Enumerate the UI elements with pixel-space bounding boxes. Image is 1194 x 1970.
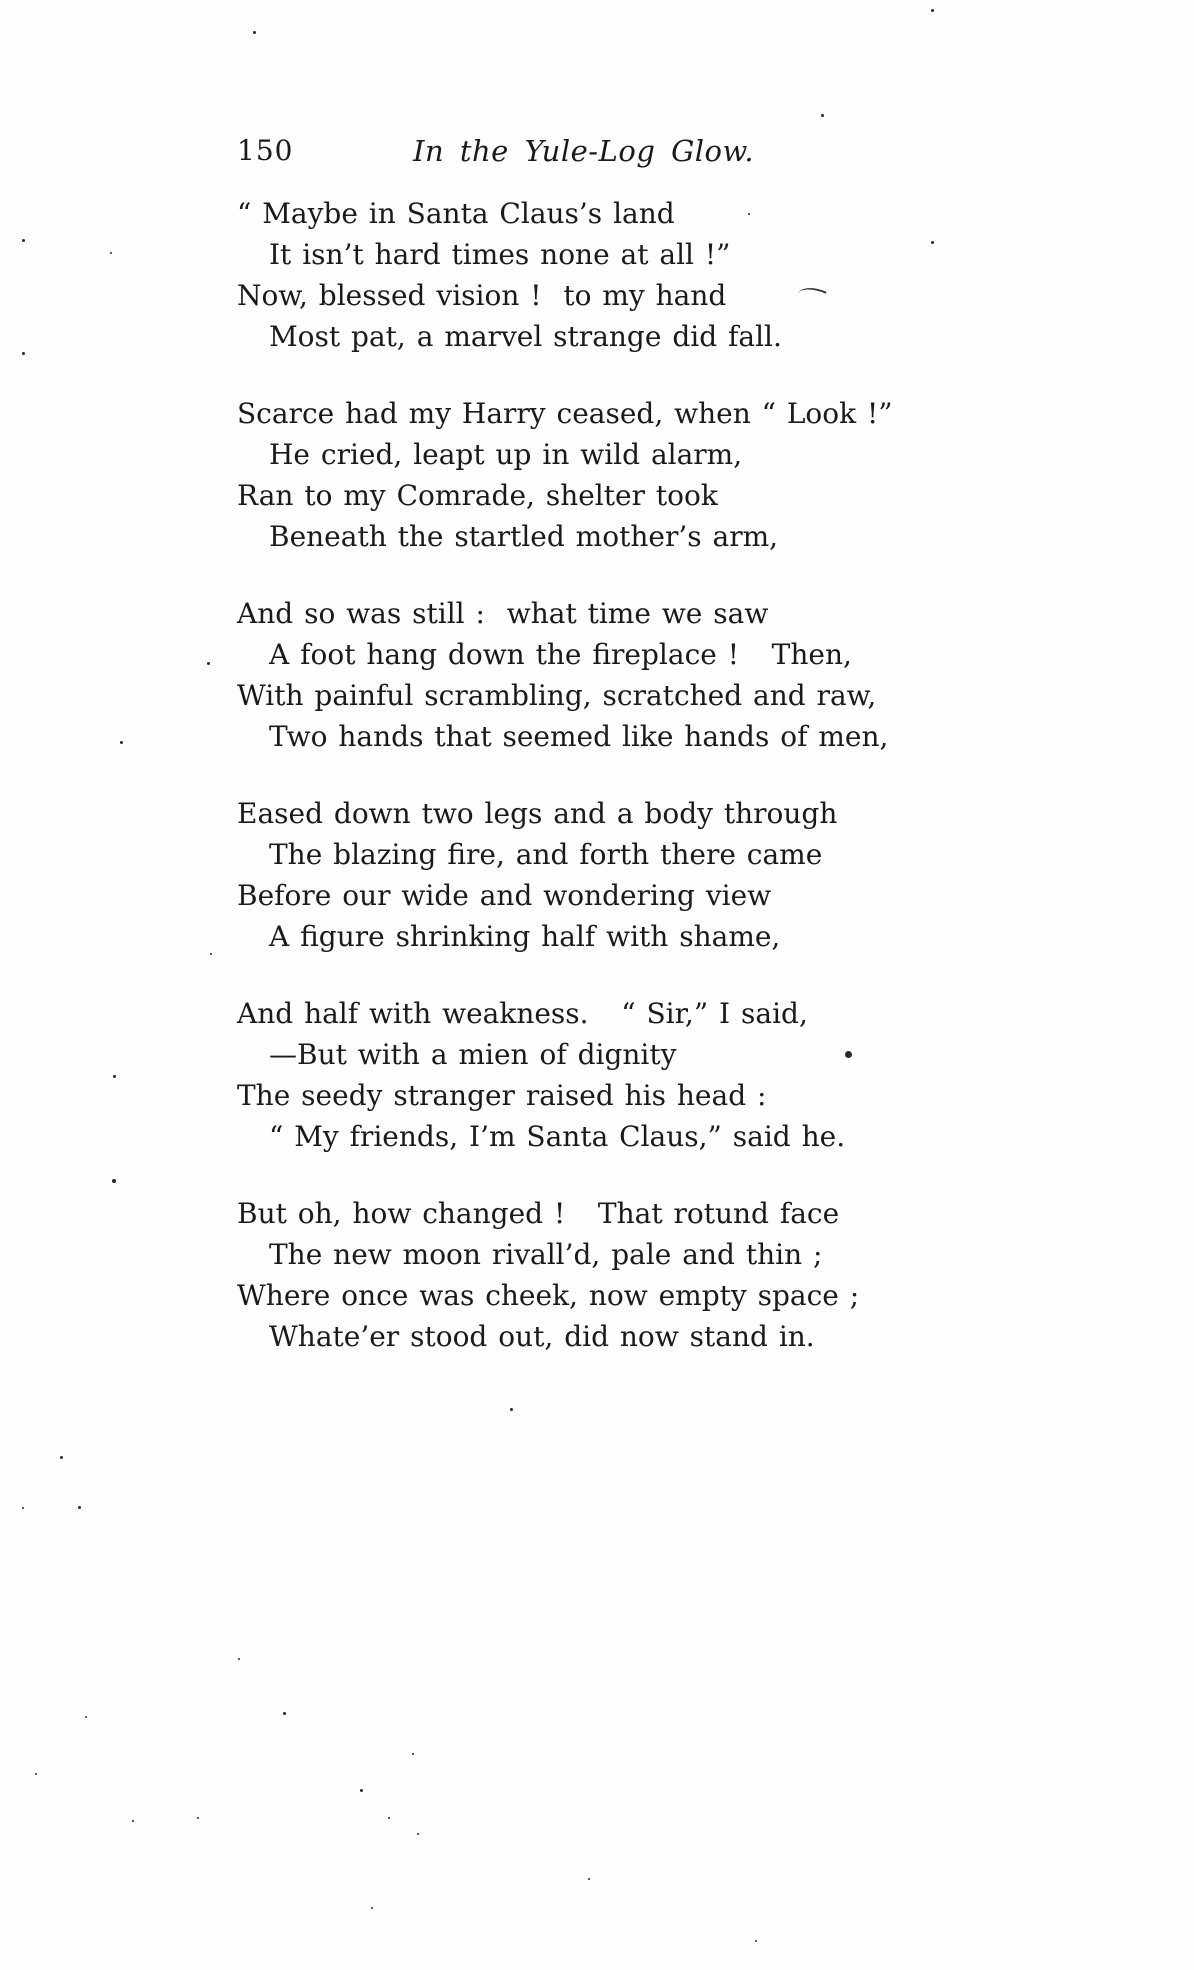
scan-speck [22,1507,24,1509]
poem-line: Now, blessed vision ! to my hand [237,279,727,312]
scan-speck [371,1907,373,1909]
poem-body [237,193,1067,1393]
stanza [237,1193,1067,1357]
poem-line: The new moon rivall’d, pale and thin ; [269,1238,823,1271]
poem-line: A figure shrinking half with shame, [269,920,781,953]
poem-line: “ My friends, I’m Santa Claus,” said he. [269,1120,846,1153]
poem-line: But oh, how changed ! That rotund face [237,1197,840,1230]
scan-speck [85,1716,87,1718]
stanza [237,793,1067,957]
scan-speck [755,1940,757,1942]
poem-line: Eased down two legs and a body through [237,797,838,830]
scan-speck [112,1179,116,1183]
poem-line: Before our wide and wondering view [237,879,772,912]
scan-speck [35,1773,37,1775]
scan-speck [120,741,123,744]
poem-line: Ran to my Comrade, shelter took [237,479,718,512]
poem-line: And so was still : what time we saw [237,597,769,630]
scan-speck [417,1833,419,1835]
page-header [0,134,1194,174]
scan-speck [931,241,934,244]
stanza [237,993,1067,1157]
scan-speck [238,1658,240,1660]
poem-line: Two hands that seemed like hands of men, [269,720,889,753]
scan-speck [22,239,25,242]
scan-speck [113,1075,116,1078]
poem-line: And half with weakness. “ Sir,” I said, [237,997,808,1030]
poem-line: Beneath the startled mother’s arm, [269,520,779,553]
poem-line: The blazing fire, and forth there came [269,838,823,871]
scan-speck [931,9,934,12]
stanza [237,193,1067,357]
scan-speck [210,953,212,955]
poem-line: —But with a mien of dignity [269,1038,677,1071]
poem-line: It isn’t hard times none at all !” [269,238,731,271]
scan-speck [207,662,210,665]
poem-line: Scarce had my Harry ceased, when “ Look !” [237,397,893,430]
scan-speck [588,1878,590,1880]
scan-speck [197,1817,199,1819]
scan-speck [360,1789,363,1792]
poem-line: “ Maybe in Santa Claus’s land [237,197,675,230]
scan-speck [60,1456,63,1459]
poem-line: He cried, leapt up in wild alarm, [269,438,743,471]
poem-line: With painful scrambling, scratched and raw, [237,679,877,712]
scan-speck [22,352,25,355]
scan-speck [132,1820,134,1822]
running-title: In the Yule-Log Glow. [413,134,755,168]
scan-speck [388,1817,390,1819]
stanza [237,593,1067,757]
poem-line: Where once was cheek, now empty space ; [237,1279,860,1312]
scan-speck [412,1753,414,1755]
poem-line: The seedy stranger raised his head : [237,1079,767,1112]
scan-speck [510,1408,513,1411]
stanza [237,393,1067,557]
scan-speck [821,114,824,117]
poem-line: Whate’er stood out, did now stand in. [269,1320,815,1353]
poem-line: A foot hang down the fireplace ! Then, [269,638,852,671]
scan-speck [78,1506,81,1509]
scan-speck [253,31,256,34]
scan-speck [748,213,750,215]
page-number: 150 [237,134,294,167]
scan-speck [110,252,112,254]
scan-speck [845,1051,852,1058]
scan-speck [283,1712,286,1715]
poem-line: Most pat, a marvel strange did fall. [269,320,782,353]
